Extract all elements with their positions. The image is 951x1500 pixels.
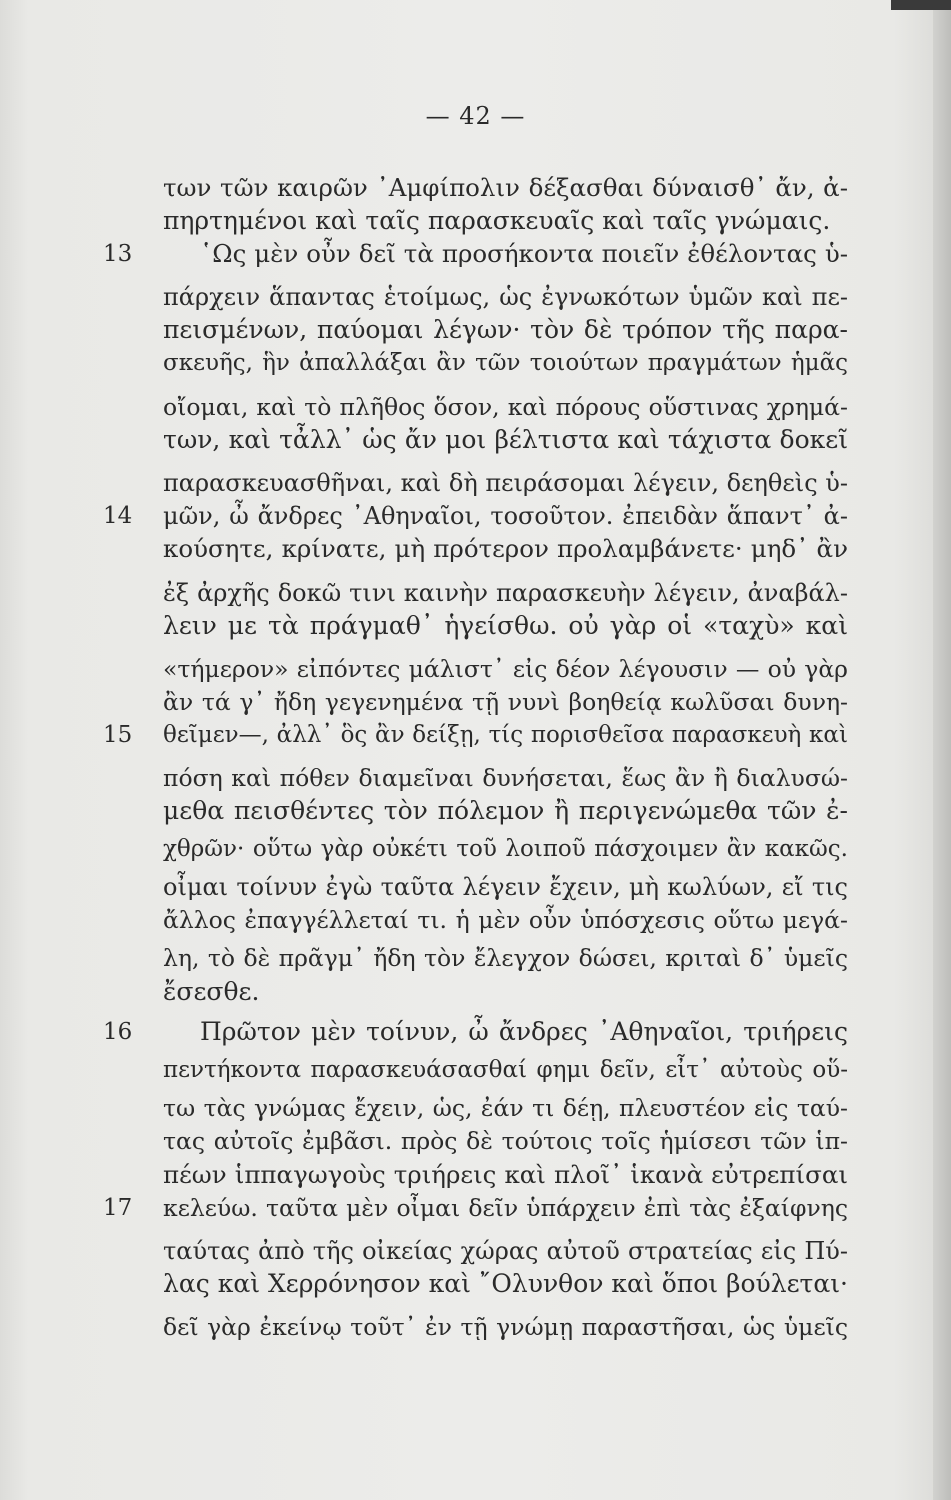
text-line: οἶμαι τοίνυν ἐγὼ ταῦτα λέγειν ἔχειν, μὴ κωλύων, εἴ τις	[163, 873, 848, 901]
page-corner-shadow	[891, 0, 951, 10]
text-line: πεντήκοντα παρασκευάσασθαί φημι δεῖν, εἶτ᾿ αὐτοὺς οὕ-	[163, 1057, 848, 1083]
text-line: παρασκευασθῆναι, καὶ δὴ πειράσομαι λέγειν, δεηθεὶς ὑ-	[163, 469, 848, 497]
page-number: — 42 —	[425, 102, 526, 130]
text-line: ἐξ ἀρχῆς δοκῶ τινι καινὴν παρασκευὴν λέγειν, ἀναβάλ-	[163, 579, 848, 607]
section-number-14: 14	[103, 503, 133, 529]
page-edge	[933, 0, 951, 1500]
text-line: κούσητε, κρίνατε, μὴ πρότερον προλαμβάνετε· μηδ᾿ ἂν	[163, 534, 848, 563]
text-line: κελεύω. ταῦτα μὲν οἶμαι δεῖν ὑπάρχειν ἐπὶ τὰς ἐξαίφνης	[163, 1194, 848, 1222]
text-line: ἂν τά γ᾿ ἤδη γεγενημένα τῇ νυνὶ βοηθείᾳ κωλῦσαι δυνη-	[163, 688, 848, 716]
text-line: των τῶν καιρῶν ᾿Αμφίπολιν δέξασθαι δύναισθ᾿ ἄν, ἀ-	[163, 173, 848, 202]
text-line: μῶν, ὦ ἄνδρες ᾿Αθηναῖοι, τοσοῦτον. ἐπειδὰν ἅπαντ᾿ ἀ-	[163, 502, 848, 530]
text-line: ταύτας ἀπὸ τῆς οἰκείας χώρας αὐτοῦ στρατείας εἰς Πύ-	[163, 1237, 848, 1265]
text-line: θεῖμεν—, ἀλλ᾿ ὃς ἂν δείξῃ, τίς πορισθεῖσα παρασκευὴ καὶ	[163, 722, 848, 748]
text-line: λειν με τὰ πράγμαθ᾿ ἡγείσθω. οὐ γὰρ οἱ «ταχὺ» καὶ	[163, 611, 848, 640]
section-number-16: 16	[103, 1019, 133, 1045]
section-number-17: 17	[103, 1195, 133, 1221]
text-line: λη, τὸ δὲ πρᾶγμ᾿ ἤδη τὸν ἔλεγχον δώσει, κριταὶ δ᾿ ὑμεῖς	[163, 944, 848, 972]
text-line: «τήμερον» εἰπόντες μάλιστ᾿ εἰς δέον λέγουσιν — οὐ γὰρ	[163, 655, 848, 683]
text-line: ἄλλος ἐπαγγέλλεταί τι. ἡ μὲν οὖν ὑπόσχεσις οὕτω μεγά-	[163, 906, 848, 934]
text-line: οἴομαι, καὶ τὸ πλῆθος ὅσον, καὶ πόρους οὕστινας χρημά-	[163, 393, 848, 421]
text-line: δεῖ γὰρ ἐκείνῳ τοῦτ᾿ ἐν τῇ γνώμῃ παραστῆσαι, ὡς ὑμεῖς	[163, 1313, 848, 1341]
text-line: χθρῶν· οὕτω γὰρ οὐκέτι τοῦ λοιποῦ πάσχοιμεν ἂν κακῶς.	[163, 836, 848, 862]
text-line: ἔσεσθε.	[163, 977, 260, 1006]
section-number-13: 13	[103, 241, 133, 267]
text-line: των, καὶ τἆλλ᾿ ὡς ἄν μοι βέλτιστα καὶ τάχιστα δοκεῖ	[163, 425, 848, 454]
text-line: πέων ἱππαγωγοὺς τριήρεις καὶ πλοῖ᾿ ἱκανὰ εὐτρεπίσαι	[163, 1160, 848, 1189]
text-line: τω τὰς γνώμας ἔχειν, ὡς, ἐάν τι δέῃ, πλευστέον εἰς ταύ-	[163, 1094, 848, 1122]
text-line: πόση καὶ πόθεν διαμεῖναι δυνήσεται, ἕως ἂν ἢ διαλυσώ-	[163, 764, 848, 792]
text-line: τας αὐτοῖς ἐμβᾶσι. πρὸς δὲ τούτοις τοῖς ἡμίσεσι τῶν ἱπ-	[163, 1127, 848, 1155]
text-line: πάρχειν ἅπαντας ἑτοίμως, ὡς ἐγνωκότων ὑμῶν καὶ πε-	[163, 283, 848, 311]
section-number-15: 15	[103, 722, 133, 748]
text-line: μεθα πεισθέντες τὸν πόλεμον ἢ περιγενώμεθα τῶν ἐ-	[163, 796, 848, 825]
text-line: λας καὶ Χερρόνησον καὶ ῎Ολυνθον καὶ ὅποι βούλεται·	[163, 1269, 848, 1298]
text-line: ῾Ως μὲν οὖν δεῖ τὰ προσήκοντα ποιεῖν ἐθέλοντας ὑ-	[200, 239, 848, 268]
text-line: πεισμένων, παύομαι λέγων· τὸν δὲ τρόπον τῆς παρα-	[163, 315, 848, 344]
text-line: πηρτημένοι καὶ ταῖς παρασκευαῖς καὶ ταῖς γνώμαις.	[163, 206, 831, 235]
text-line: Πρῶτον μὲν τοίνυν, ὦ ἄνδρες ᾿Αθηναῖοι, τριήρεις	[200, 1017, 848, 1046]
text-line: σκευῆς, ἣν ἀπαλλάξαι ἂν τῶν τοιούτων πραγμάτων ἡμᾶς	[163, 350, 848, 376]
